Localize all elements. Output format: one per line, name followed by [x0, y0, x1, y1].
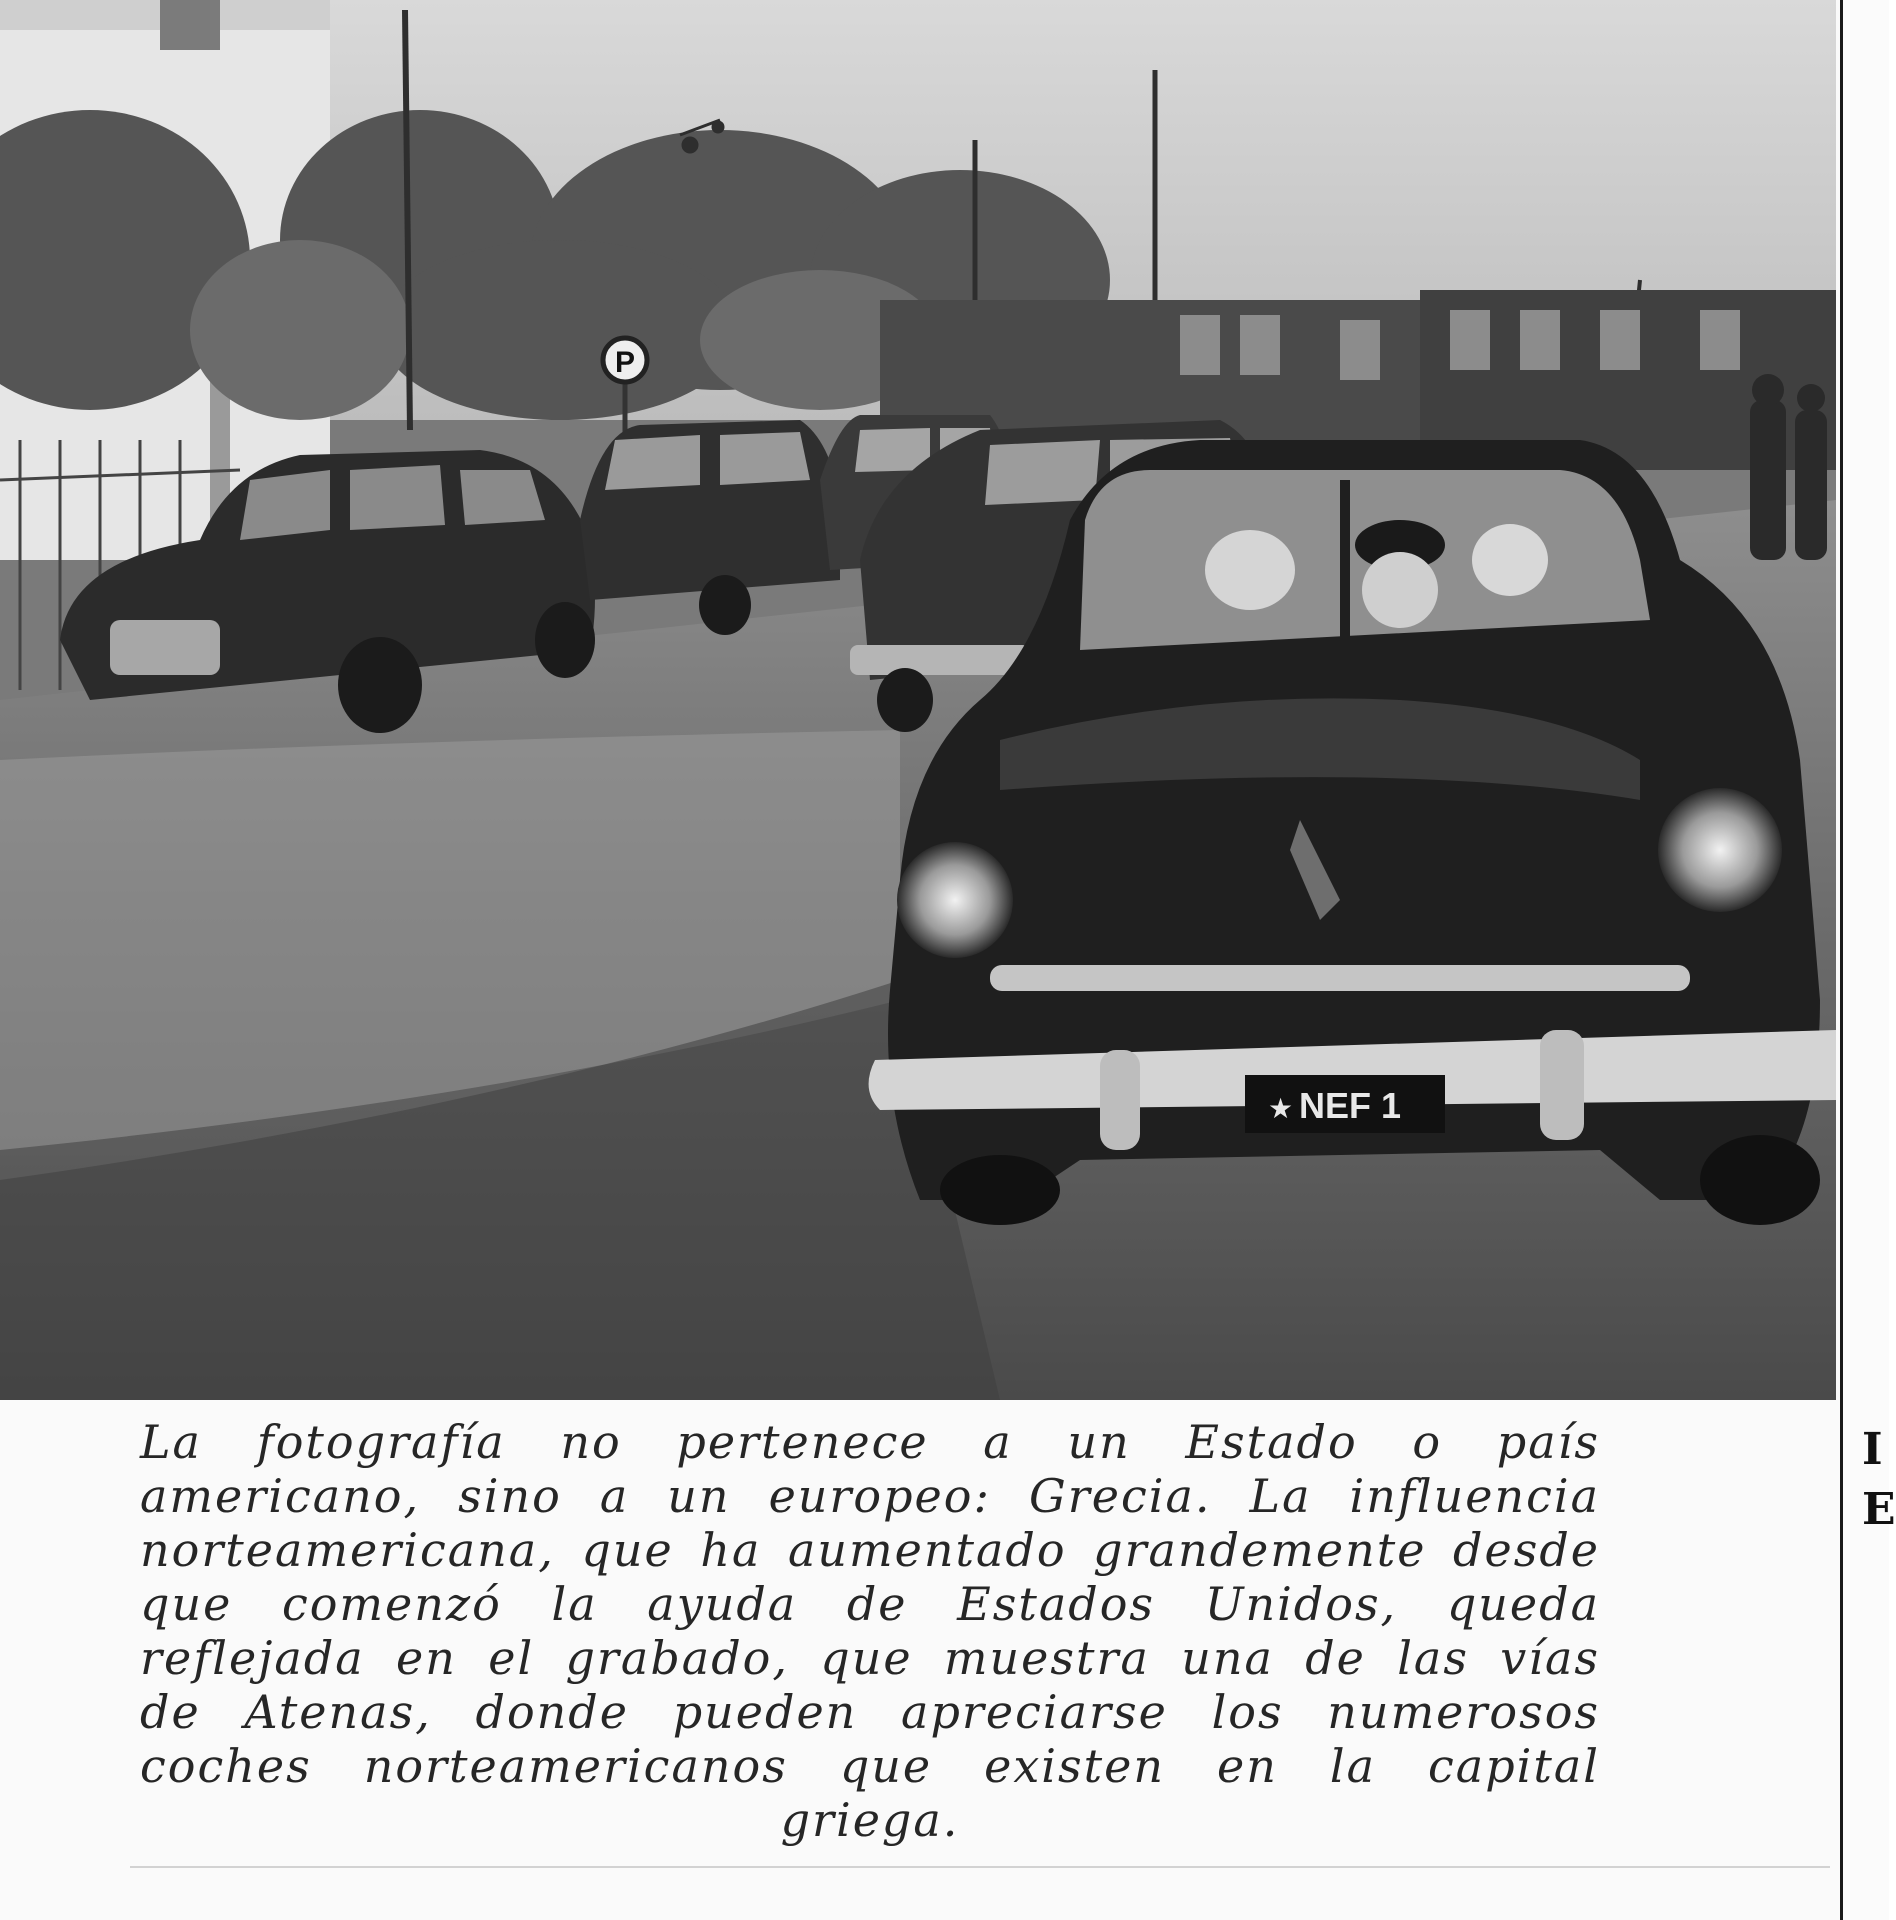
- clipping-edge: [130, 1866, 1830, 1868]
- svg-text:★: ★: [1268, 1092, 1294, 1125]
- photo-caption: La fotografía no pertenece a un Estado o país americano, sino a un europeo: Grecia. La influencia norteamericana, que ha aumentado grandemente desde que comenzó la ayuda de Estados Unidos, queda reflejada en el grabado, que muestra una de las vías de Atenas, donde pueden apreciarse los numerosos coches norteamericanos que existen en la capital griega.: [140, 1415, 1600, 1847]
- adjacent-column-letters: I E: [1862, 1424, 1896, 1535]
- headlight-right: [1658, 788, 1782, 912]
- headlight-left: [897, 842, 1013, 958]
- parking-sign-letter: P: [614, 346, 636, 379]
- car-second: [580, 420, 840, 635]
- adjacent-column: [1840, 0, 1896, 1920]
- license-plate-text: NEF 1: [1298, 1085, 1402, 1126]
